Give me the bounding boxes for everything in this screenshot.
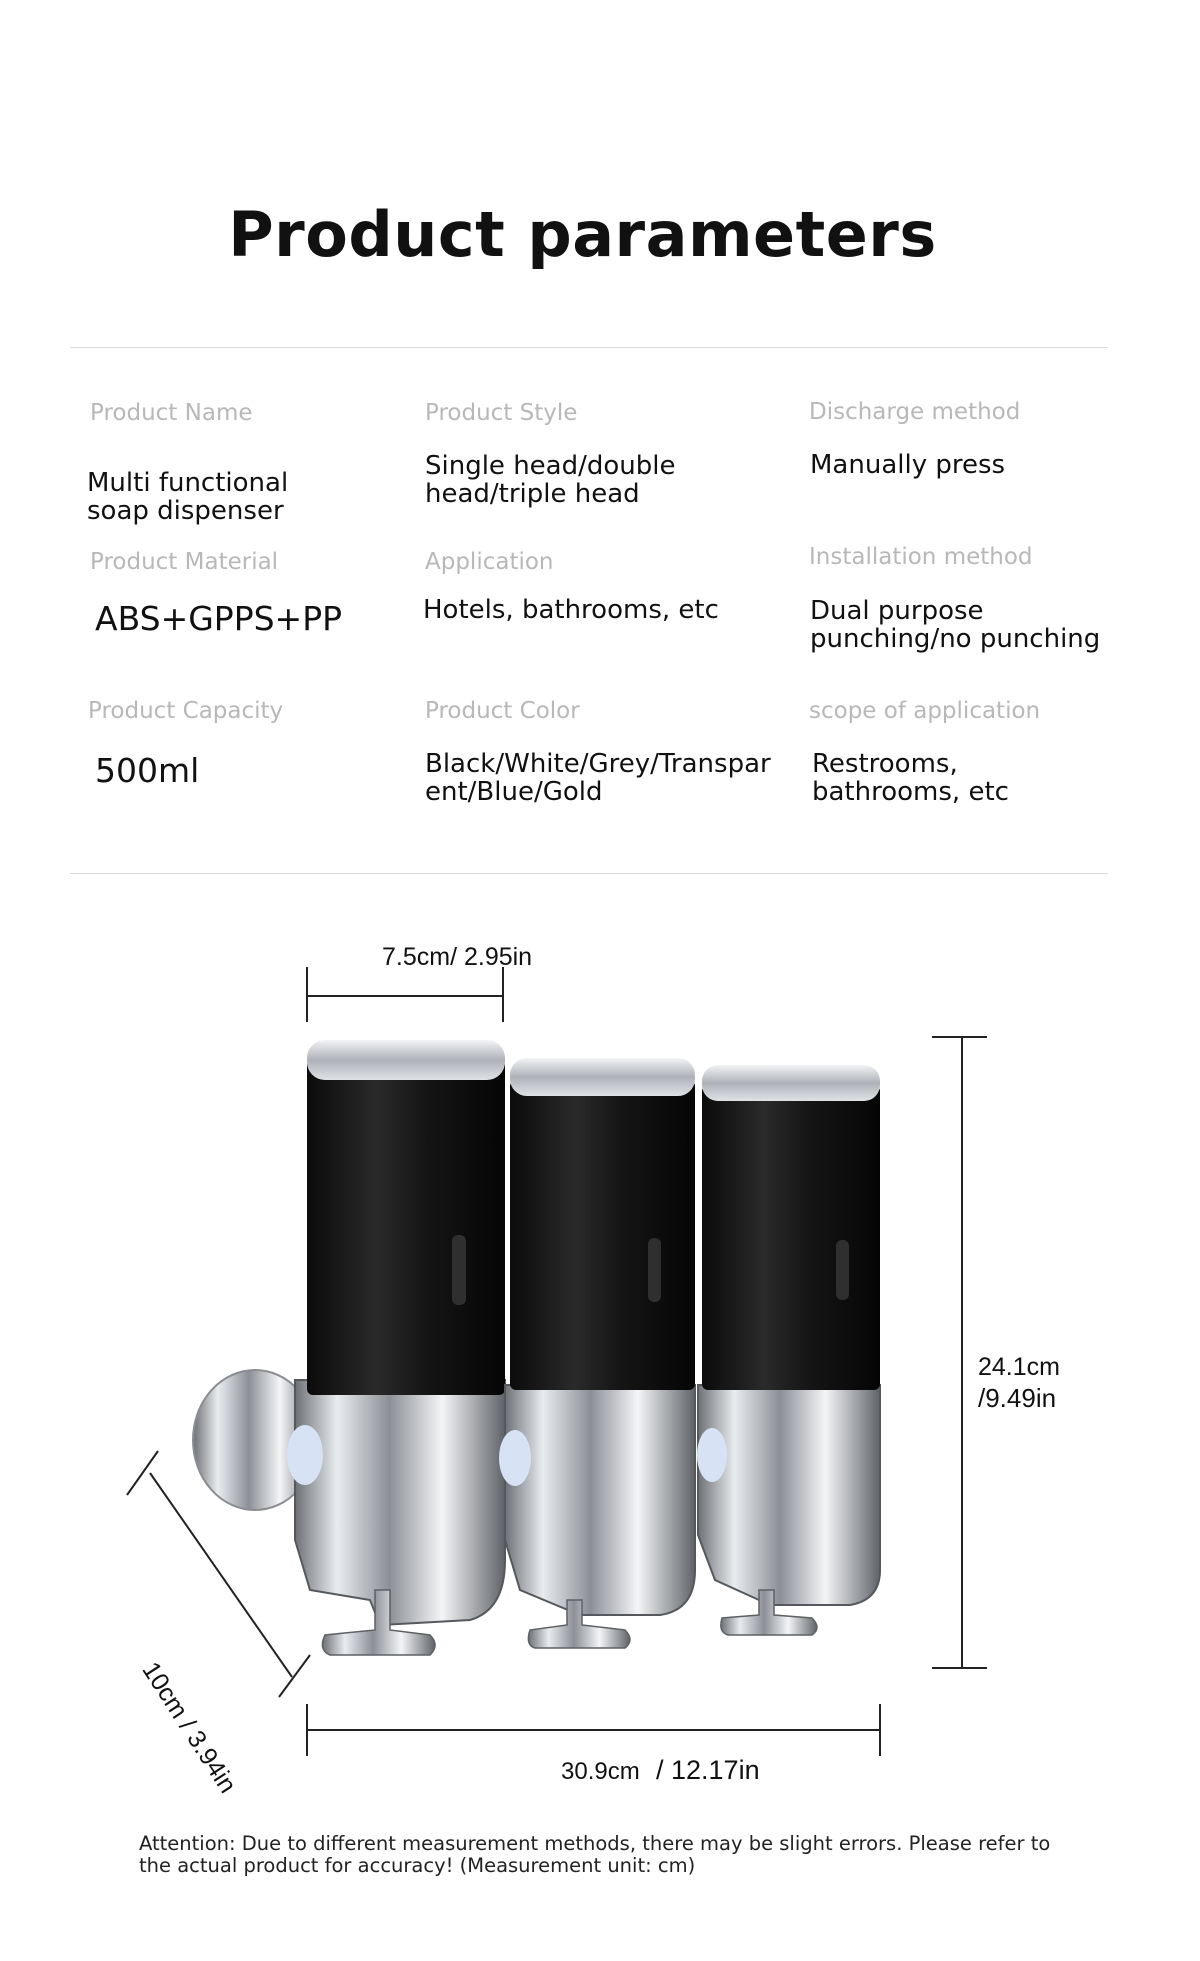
dimension-total-width-cm: 30.9cm bbox=[561, 1758, 640, 1785]
param-label-product-color: Product Color bbox=[425, 698, 580, 724]
param-value-application: Hotels, bathrooms, etc bbox=[423, 595, 719, 625]
dispenser-middle bbox=[499, 1058, 695, 1648]
param-value-discharge-method: Manually press bbox=[810, 450, 1006, 480]
param-value-installation-method: Dual purpose punching/no punching bbox=[810, 596, 1101, 654]
param-label-application: Application bbox=[425, 549, 554, 575]
param-label-product-style: Product Style bbox=[425, 400, 578, 426]
param-label-discharge-method: Discharge method bbox=[809, 399, 1021, 425]
param-value-product-name: Multi functional soap dispenser bbox=[87, 468, 289, 526]
dimension-height-cm: 24.1cm bbox=[978, 1353, 1060, 1381]
param-label-installation-method: Installation method bbox=[809, 544, 1033, 570]
dispenser-left bbox=[287, 1040, 505, 1655]
param-value-product-style: Single head/double head/triple head bbox=[425, 451, 676, 509]
param-value-product-capacity: 500ml bbox=[95, 751, 200, 790]
dimension-depth: 10cm / 3.94in bbox=[136, 1657, 242, 1799]
attention-note: Attention: Due to different measurement methods, there may be slight errors. Please refer to the actual product for accuracy! (Measurement unit: cm) bbox=[139, 1832, 1051, 1877]
dimension-head-width: 7.5cm/ 2.95in bbox=[382, 943, 533, 971]
param-label-scope-of-application: scope of application bbox=[809, 698, 1041, 724]
param-label-product-name: Product Name bbox=[90, 400, 253, 426]
dimension-height-in: /9.49in bbox=[978, 1383, 1057, 1413]
dispenser-right bbox=[697, 1065, 880, 1635]
page-title: Product parameters bbox=[228, 198, 937, 271]
param-value-scope-of-application: Restrooms, bathrooms, etc bbox=[812, 749, 1009, 807]
param-label-product-material: Product Material bbox=[90, 549, 279, 575]
param-value-product-material: ABS+GPPS+PP bbox=[95, 599, 343, 638]
param-label-product-capacity: Product Capacity bbox=[88, 698, 284, 724]
param-value-product-color: Black/White/Grey/Transparent/Blue/Gold bbox=[425, 749, 771, 807]
dimension-total-width-in: / 12.17in bbox=[656, 1755, 760, 1785]
